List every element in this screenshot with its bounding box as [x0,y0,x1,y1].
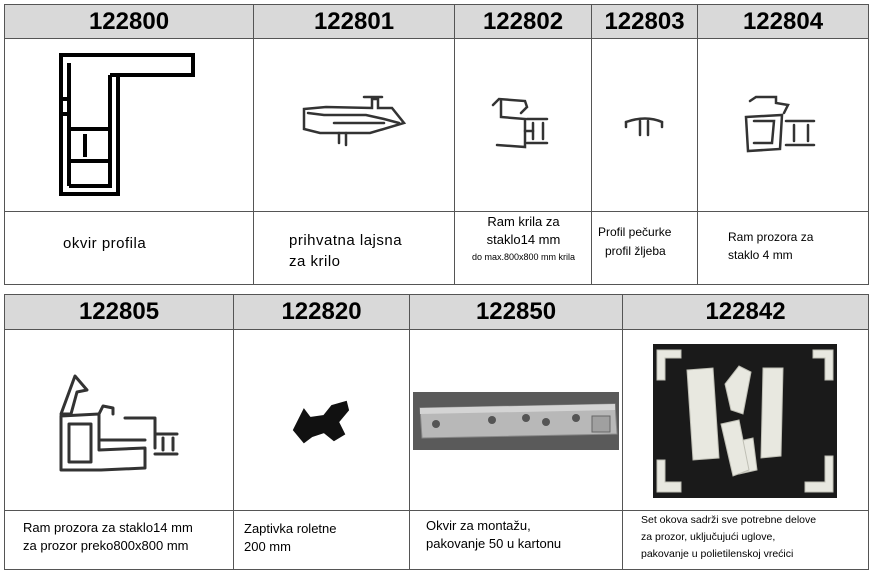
desc-line-2: za krilo [289,253,341,270]
product-image-122803 [592,39,698,212]
desc-line-2: pakovanje 50 u kartonu [426,536,562,551]
product-code-122800: 122800 [5,5,254,39]
product-image-122801 [254,39,455,212]
product-image-122804 [698,39,869,212]
desc-line-3: pakovanje u polietilenskoj vrećici [641,548,794,560]
product-code-122842: 122842 [623,295,869,330]
sash-strip-profile-drawing [254,39,455,211]
product-image-122842 [623,330,869,511]
product-desc-122800 [5,212,254,285]
desc-line-1: Okvir za montažu, [426,518,531,533]
product-code-122805: 122805 [5,295,234,330]
product-desc-122842 [623,511,869,570]
product-code-122804: 122804 [698,5,869,39]
product-image-122805 [5,330,234,511]
desc-line-1: Profil pečurke [598,225,672,239]
product-code-122820: 122820 [234,295,410,330]
desc-line-2: staklo14 mm [486,232,561,247]
product-code-122802: 122802 [455,5,592,39]
desc-line-1: Ram krila za [487,214,560,229]
product-desc-122804 [698,212,869,285]
desc-line-1: prihvatna lajsna [289,232,403,249]
product-code-122803: 122803 [592,5,698,39]
product-desc-122850 [410,511,623,570]
desc-line-2: staklo 4 mm [728,248,793,262]
product-desc-122820 [234,511,410,570]
mounting-frame-photo [410,330,623,510]
mushroom-profile-drawing [592,39,698,211]
product-code-122850: 122850 [410,295,623,330]
desc-line-1: Zaptivka roletne [244,521,337,536]
product-desc-122801 [254,212,455,285]
sash-frame-profile-drawing [455,39,592,211]
product-table-bottom [4,294,869,570]
product-image-122800 [5,39,254,212]
desc-line-2: za prozor, uključujući uglove, [641,531,776,543]
product-image-122802 [455,39,592,212]
desc-line-1: Ram prozora za [728,230,814,244]
desc-line-1: Set okova sadrži sve potrebne delove [641,514,817,526]
product-code-122801: 122801 [254,5,455,39]
product-image-122850 [410,330,623,511]
desc-line-2: za prozor preko800x800 mm [23,538,189,553]
product-desc-122803 [592,212,698,285]
fitting-set-photo [623,330,869,510]
product-image-122820 [234,330,410,511]
desc-line-2: 200 mm [244,539,291,554]
window-frame-profile-drawing [698,39,869,211]
desc-line-1: Ram prozora za staklo14 mm [23,520,193,535]
desc-line-3: do max.800x800 mm krila [471,252,576,262]
desc-line-2: profil žljeba [605,244,666,258]
product-desc-122802 [455,212,592,285]
desc-line-1: okvir profila [63,235,147,252]
shutter-seal-drawing [234,330,410,510]
large-window-frame-profile-drawing [5,330,234,510]
product-desc-122805 [5,511,234,570]
frame-profile-drawing [5,39,254,211]
product-table-top [4,4,869,285]
